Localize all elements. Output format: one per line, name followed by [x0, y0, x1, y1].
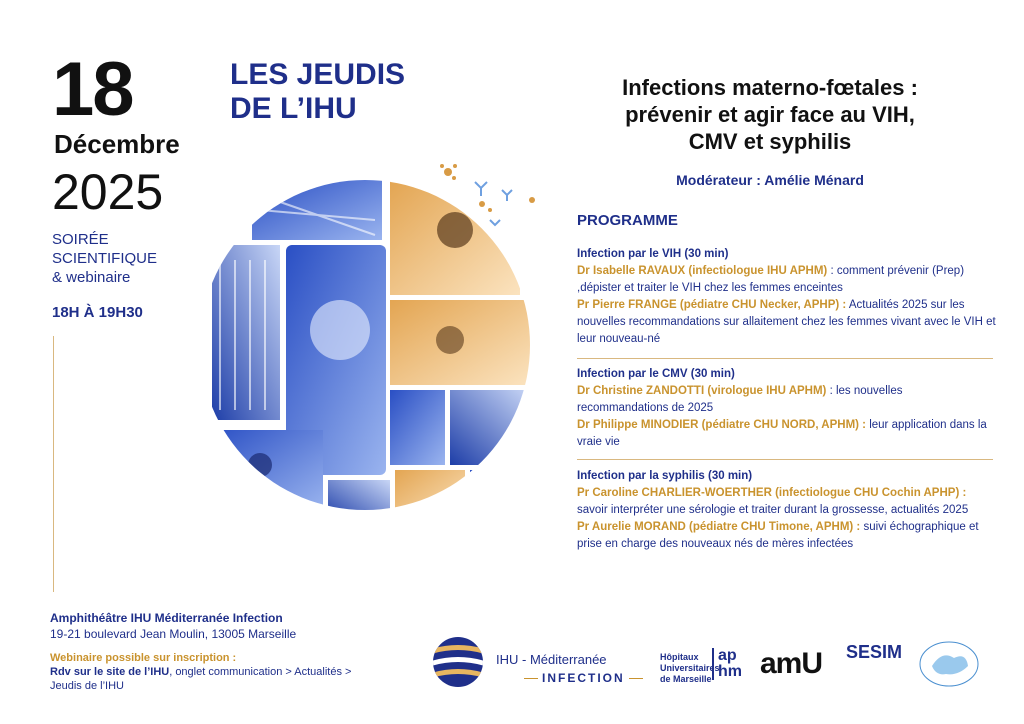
aphm-mark: ap hm: [712, 648, 742, 680]
ihu-logo-text: IHU - Méditerranée INFECTION: [496, 651, 647, 687]
divider-vertical: [53, 336, 54, 592]
ihu-site-link[interactable]: Rdv sur le site de l’IHU: [50, 666, 170, 678]
section-syphilis: [577, 468, 997, 553]
venue: Amphithéâtre IHU Méditerranée Infection 19-21 boulevard Jean Moulin, 13005 Marseille: [50, 611, 297, 641]
photo-collage: [190, 160, 550, 520]
talk: Dr Christine ZANDOTTI (virologue IHU APHM) : les nouvelles recommandations de 2025: [577, 385, 903, 414]
webinar-info: Webinaire possible sur inscription : Rdv sur le site de l’IHU, onglet communication > Actualités > Jeudis de l’IHU: [50, 652, 352, 692]
section-heading: Infection par le VIH (30 min): [577, 248, 729, 260]
event-day: 18: [52, 47, 133, 132]
moderator: Modérateur : Amélie Ménard: [676, 172, 864, 188]
talk: Pr Pierre FRANGE (pédiatre CHU Necker, APHP) : Actualités 2025 sur les nouvelles recommandations sur allaitement chez les femmes vivant avec le VIH et leur nouveau-né: [577, 299, 996, 345]
section-vih: [577, 246, 997, 348]
section-divider: [577, 459, 993, 460]
section-cmv: [577, 366, 997, 451]
conference-title: Infections materno-fœtales : prévenir et agir face au VIH, CMV et syphilis: [622, 75, 918, 154]
amu-logo: amU: [760, 647, 823, 680]
event-month: Décembre: [54, 129, 180, 159]
event-type: SOIRÉE SCIENTIFIQUE & webinaire: [52, 231, 158, 286]
series-title: LES JEUDIS DE L’IHU: [230, 58, 406, 125]
section-heading: Infection par le CMV (30 min): [577, 368, 735, 380]
ihu-globe-icon: [432, 636, 484, 688]
aphm-logo: Hôpitaux Universitaires de Marseille: [660, 652, 720, 684]
event-year: 2025: [52, 164, 164, 220]
cecate-logo-icon: [918, 640, 980, 688]
talk: Dr Isabelle RAVAUX (infectiologue IHU APHM) : comment prévenir (Prep) ,dépister et traiter le VIH chez les femmes enceintes: [577, 265, 965, 294]
talk: Pr Aurelie MORAND (pédiatre CHU Timone, APHM) : suivi échographique et prise en charge des nouveaux nés de mères infectées: [577, 521, 979, 550]
sesim-logo: SESIM: [846, 642, 903, 662]
section-heading: Infection par la syphilis (30 min): [577, 470, 753, 482]
talk: Pr Caroline CHARLIER-WOERTHER (infectiologue CHU Cochin APHP) : savoir interpréter une sérologie et traiter durant la grossesse, actualités 2025: [577, 487, 969, 516]
section-divider: [577, 358, 993, 359]
event-hours: 18H À 19H30: [52, 304, 143, 321]
programme-heading: PROGRAMME: [577, 212, 678, 229]
talk: Dr Philippe MINODIER (pédiatre CHU NORD, APHM) : leur application dans la vraie vie: [577, 419, 987, 448]
